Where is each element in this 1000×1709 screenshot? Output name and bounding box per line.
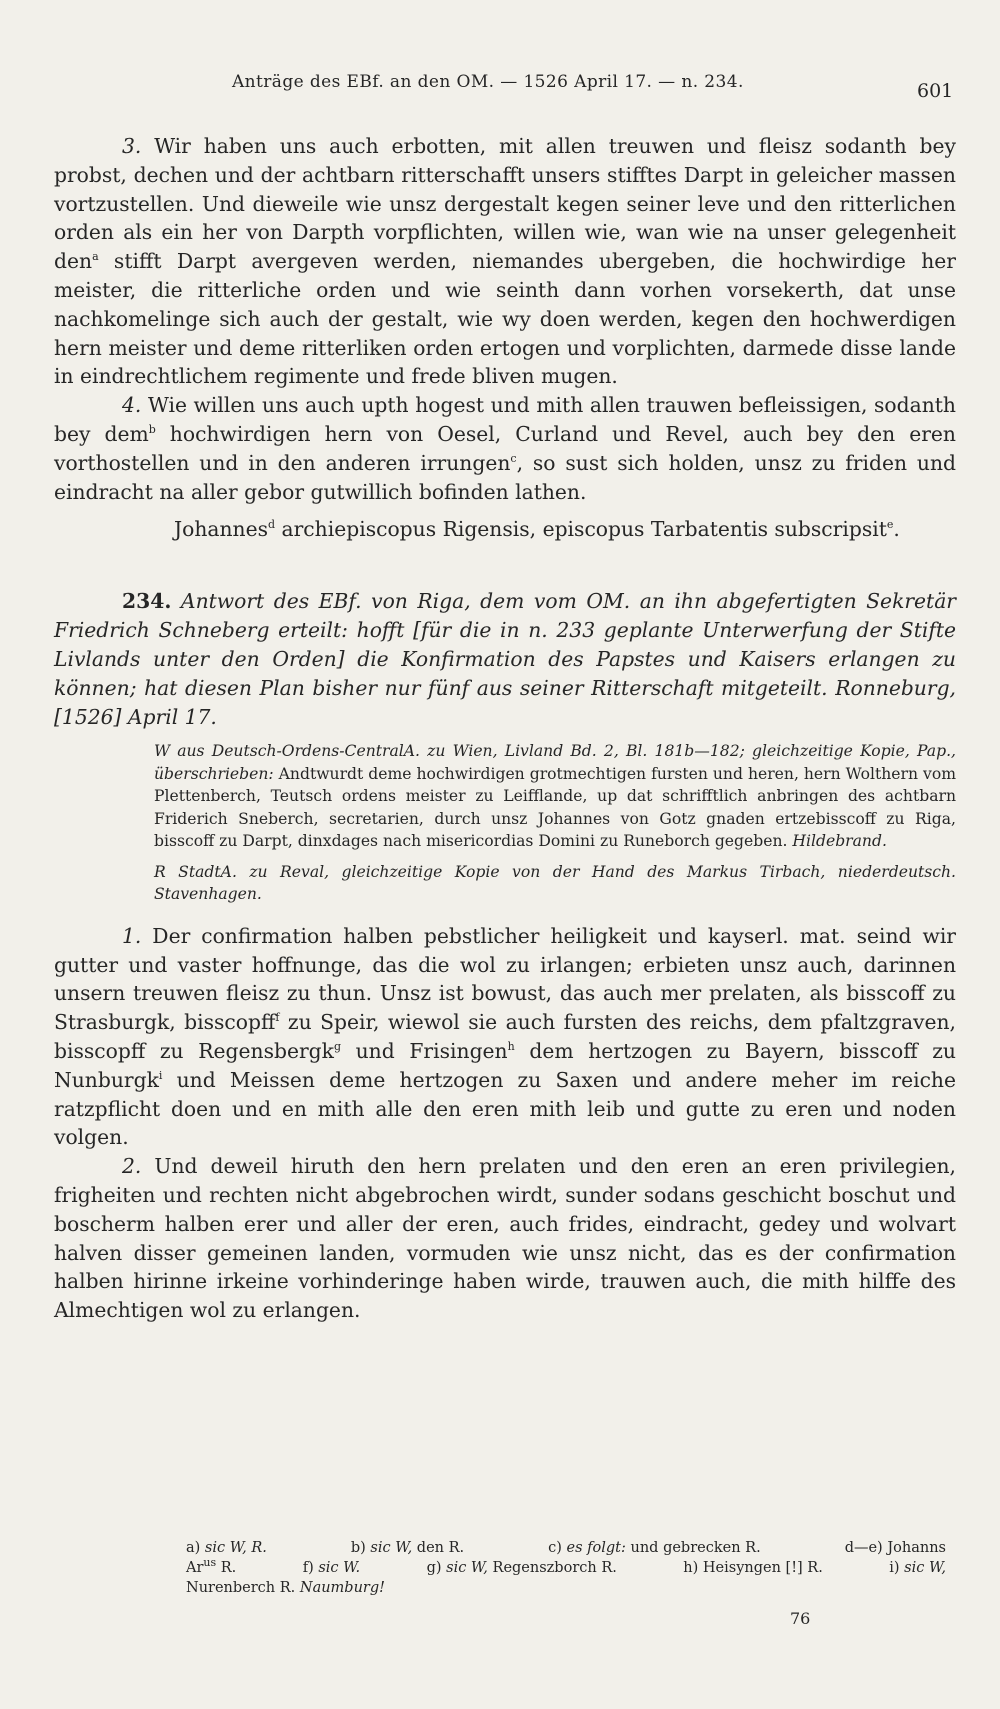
paragraph-text: Wie willen uns auch upth hogest und mith allen trauwen befleissigen, sodanth bey dem [54,393,956,446]
paragraph-text: Und deweil hiruth den hern prelaten und den eren an eren privilegien, frigheiten und rechten nicht abgebrochen wirdt, sunder sodans geschicht boschut und boscherm halben erer und aller der eren, auch frides, eindracht, gedey und wolvart halven disser gemeinen landen, vormuden wie unsz nicht, das es der confirmation halben hirinne irkeine vorhinderinge haben wirde, trauwen auch, die mith hilffe des Almechtigen wol zu erlangen. [54,1154,956,1323]
paragraph-text: stifft Darpt avergeven werden, niemandes ubergeben, die hochwirdige her meister, die ritterliche orden und wie seinth dann vorhen vorsekerth, dat unse nachkomelinge sich auch der gestalt, wie wy doen werden, kegen den hochwerdigen hern meister und deme ritterliken orden ertogen und vorplichten, darmede disse lande in eindrechtlichem regimente und frede bliven mugen. [54,249,956,389]
footnote-text: und gebrecken R. [625,1540,761,1556]
footnote-text: sic W, [370,1540,413,1556]
footnote-marker: i [158,1069,163,1083]
footnote-b [351,1538,464,1558]
footnote-marker: b [148,423,156,437]
footnote-label: h) [683,1560,699,1576]
footnote-g [427,1558,617,1578]
footnote-label: c) [548,1540,562,1556]
paragraph-text: Der confirmation halben pebstlicher heiligkeit und kayserl. mat. seind wir gutter und vaster hoffnunge, das die wol zu irlangen; erbieten unsz auch, darinnen unsern treuwen fleisz zu thun. Unsz ist bowust, das auch mer prelaten, als bisscoff zu Strasburgk, bisscopff [54,923,956,1035]
subscription [54,515,956,543]
footnote-text: Johanns [887,1540,946,1556]
paragraph-text: dem hertzogen zu Bayern, bisscoff zu Nunburgk [54,1039,956,1092]
paragraph-text: Wir haben uns auch erbotten, mit allen treuwen und fleisz sodanth bey probst, dechen und der achtbarn ritterschafft unsers stifftes Darpt in geleicher massen vortzustellen. Und dieweile wie unsz dergestalt kegen seiner leve und den ritterlichen orden als ein her von Darpth vorpflichten, willen wie, wan wie na unser gelegenheit den [54,134,956,274]
page-number: 601 [917,80,954,102]
footnote-text: Ar [186,1560,204,1576]
footnote-text: sic W. [318,1560,361,1576]
footnote-marker: f [275,1011,280,1025]
footnote-text: us [203,1556,217,1570]
paragraph-number: 3. [122,134,142,158]
paragraph-number: 4. [122,393,142,418]
paragraph-4 [54,391,956,506]
footnote-de [845,1538,946,1558]
footnote-text: Heisyngen [!] R. [702,1560,823,1576]
text-body [54,132,956,1325]
paragraph-text: hochwirdigen hern von Oesel, Curland und Revel, auch bey den eren vorthostellen und in den anderen irrungen [54,421,956,475]
paragraph-1 [54,922,956,1152]
sheet-number: 76 [790,1609,811,1628]
footnote-marker: d [268,518,276,532]
subscription-name: Johannes [174,517,269,542]
footnote-label: i) [889,1560,900,1576]
footnote-text: den R. [412,1540,465,1556]
footnote-text: es folgt: [566,1540,626,1556]
paragraph-3 [54,132,956,391]
footnote-text: sic W, [904,1560,946,1576]
footnote-row [186,1578,946,1598]
footnote-marker: h [507,1040,515,1054]
footnote-text: Regenszborch R. [487,1560,617,1576]
footnote-label: g) [426,1560,442,1576]
page-header [0,66,1000,106]
footnote-label: f) [302,1560,314,1576]
footnote-marker: g [333,1040,341,1054]
footnote-de-cont [186,1558,236,1578]
footnote-i [889,1558,946,1578]
footnote-row [186,1538,946,1558]
footnote-marker: c [510,452,517,465]
source-note-r: R StadtA. zu Reval, gleichzeitige Kopie von der Hand des Markus Tirbach, niederdeutsch. Stavenhagen. [154,862,956,904]
paragraph-number: 2. [122,1154,142,1179]
subscription-text: archiepiscopus Rigensis, episcopus Tarbatentis subscripsit [275,517,887,542]
paragraph-text: zu Speir, wiewol sie auch fursten des reichs, dem pfaltzgraven, bisscopff zu Regensbergk [54,1010,957,1064]
footnote-row [186,1558,946,1578]
footnote-f [303,1558,360,1578]
footnote-marker: a [92,250,99,264]
running-head: Anträge des EBf. an den OM. — 1526 April 17. — n. 234. [232,72,744,92]
footnote-h [683,1558,823,1578]
footnote-text: sic W, [446,1560,488,1576]
footnote-text: sic W, R. [204,1540,267,1556]
paragraph-number: 1. [122,923,142,948]
footnote-marker: e [886,518,894,532]
paragraph-2 [54,1152,956,1325]
paragraph-text: und Meissen deme hertzogen zu Saxen und andere meher im reiche ratzpflicht doen und en mith alle den eren mith leib und gutte zu eren und noden volgen. [54,1067,956,1150]
paragraph-text: , so sust sich holden, unsz zu friden und eindracht na aller gebor gutwillich bofinden lathen. [54,450,956,504]
regest-text: Antwort des EBf. von Riga, dem vom OM. an ihn abgefertigten Sekretär Friedrich Schneberg erteilt: hofft [für die in n. 233 geplante Unterwerfung der Stifte Livlands unter den Orden] die Konfirmation des Papstes und Kaisers erlangen zu können; hat diesen Plan bisher nur fünf aus seiner Ritterschaft mitgeteilt. Ronneburg, [1526] April 17. [54,589,956,730]
footnote-label: d—e) [844,1540,883,1556]
footnote-text: Nurenberch R. [186,1580,296,1596]
footnote-a [186,1538,267,1558]
source-note-w [154,740,956,853]
source-lead: W aus Deutsch-Ordens-CentralA. zu Wien, Livland Bd. 2, Bl. 181b—182; gleichzeitige Kopie, Pap., überschrieben: [154,742,956,783]
paragraph-text: und Frisingen [340,1039,508,1064]
source-text: Andtwurdt deme hochwirdigen grotmechtigen fursten und heren, hern Wolthern vom Plettenberch, Teutsch ordens meister zu Leifflande, up dat schrifftlich anbringen des achtbarn Friderich Sneberch, secretarien, durch unsz Johannes von Gotz gnaden ertzebisscoff zu Riga, bisscoff zu Darpt, dinxdages nach misericordias Domini zu Runeborch gegeben. [154,764,956,851]
footnote-c [548,1538,761,1558]
subscription-end: . [893,517,900,542]
footnote-text: Naumburg! [295,1580,385,1596]
document-number: 234. [122,589,172,614]
footnote-label: b) [350,1540,366,1556]
document-regest [54,587,956,732]
source-editor: Hildebrand. [787,832,887,851]
footnote-label: a) [186,1540,201,1556]
footnote-text: R. [216,1560,237,1576]
footnotes [186,1538,946,1598]
